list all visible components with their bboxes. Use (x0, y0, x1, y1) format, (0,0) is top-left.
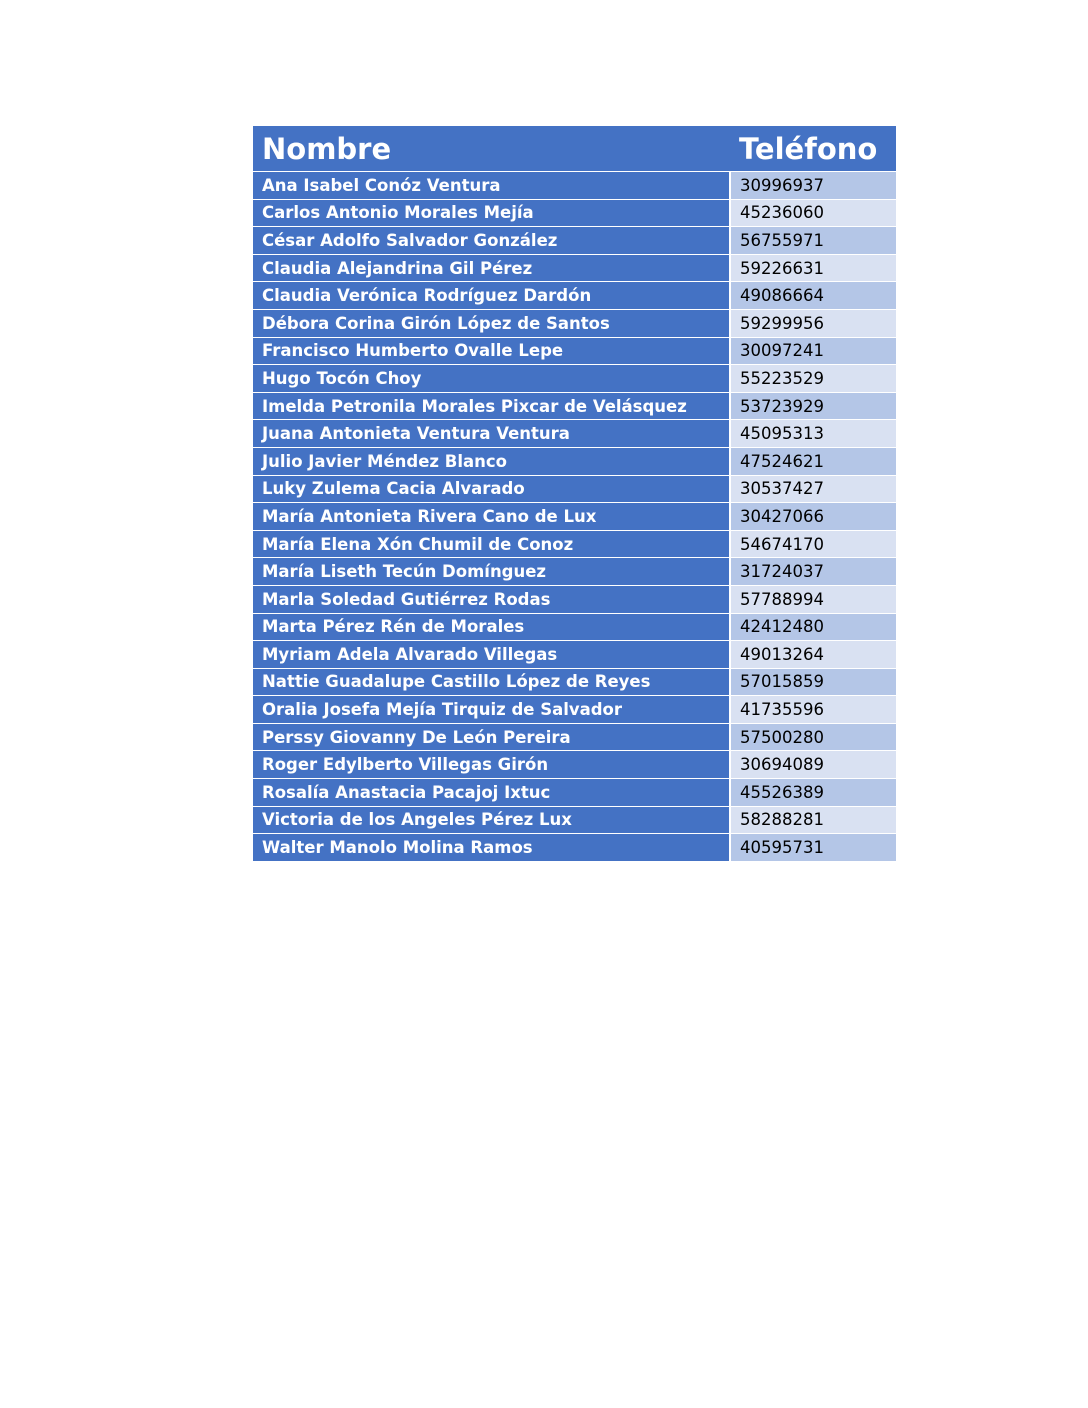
name-cell: Marla Soledad Gutiérrez Rodas (253, 585, 730, 613)
phone-cell: 40595731 (730, 834, 896, 862)
table-row (253, 337, 896, 365)
table-row (253, 613, 896, 641)
phone-cell: 30996937 (730, 172, 896, 200)
table-row (253, 641, 896, 669)
name-cell: Débora Corina Girón López de Santos (253, 309, 730, 337)
phone-cell: 42412480 (730, 613, 896, 641)
name-cell: Hugo Tocón Choy (253, 365, 730, 393)
table-row (253, 309, 896, 337)
phone-cell: 54674170 (730, 530, 896, 558)
name-cell: Marta Pérez Rén de Morales (253, 613, 730, 641)
phone-cell: 49086664 (730, 282, 896, 310)
name-cell: María Elena Xón Chumil de Conoz (253, 530, 730, 558)
phone-cell: 45526389 (730, 779, 896, 807)
name-cell: Imelda Petronila Morales Pixcar de Velásquez (253, 392, 730, 420)
phone-cell: 57500280 (730, 723, 896, 751)
table-row (253, 834, 896, 862)
table-row (253, 585, 896, 613)
phone-cell: 58288281 (730, 806, 896, 834)
phone-cell: 59226631 (730, 254, 896, 282)
name-cell: Perssy Giovanny De León Pereira (253, 723, 730, 751)
phone-cell: 57015859 (730, 668, 896, 696)
name-cell: Walter Manolo Molina Ramos (253, 834, 730, 862)
name-cell: Claudia Alejandrina Gil Pérez (253, 254, 730, 282)
name-cell: Luky Zulema Cacia Alvarado (253, 475, 730, 503)
table-row (253, 392, 896, 420)
phone-cell: 45095313 (730, 420, 896, 448)
name-cell: Carlos Antonio Morales Mejía (253, 199, 730, 227)
name-column-header: Nombre (253, 126, 730, 172)
table-row (253, 503, 896, 531)
table-row (253, 696, 896, 724)
phone-cell: 59299956 (730, 309, 896, 337)
name-cell: Oralia Josefa Mejía Tirquiz de Salvador (253, 696, 730, 724)
phone-cell: 57788994 (730, 585, 896, 613)
table-row (253, 420, 896, 448)
phone-cell: 30427066 (730, 503, 896, 531)
table-header (253, 126, 896, 172)
table-row (253, 282, 896, 310)
table-row (253, 751, 896, 779)
phone-cell: 31724037 (730, 558, 896, 586)
phone-cell: 30097241 (730, 337, 896, 365)
phone-cell: 41735596 (730, 696, 896, 724)
name-cell: Myriam Adela Alvarado Villegas (253, 641, 730, 669)
table-row (253, 806, 896, 834)
table-row (253, 447, 896, 475)
name-cell: César Adolfo Salvador González (253, 227, 730, 255)
table-row (253, 475, 896, 503)
table-row (253, 723, 896, 751)
table-row (253, 530, 896, 558)
phone-cell: 53723929 (730, 392, 896, 420)
table-body (253, 172, 896, 862)
name-cell: María Antonieta Rivera Cano de Lux (253, 503, 730, 531)
table-row (253, 227, 896, 255)
table-row (253, 668, 896, 696)
phone-cell: 49013264 (730, 641, 896, 669)
phone-cell: 55223529 (730, 365, 896, 393)
table-row (253, 779, 896, 807)
phone-cell: 56755971 (730, 227, 896, 255)
table-row (253, 254, 896, 282)
name-cell: Rosalía Anastacia Pacajoj Ixtuc (253, 779, 730, 807)
phone-cell: 45236060 (730, 199, 896, 227)
table-row (253, 172, 896, 200)
table-row (253, 558, 896, 586)
name-cell: Francisco Humberto Ovalle Lepe (253, 337, 730, 365)
phone-cell: 47524621 (730, 447, 896, 475)
name-cell: Claudia Verónica Rodríguez Dardón (253, 282, 730, 310)
name-cell: Julio Javier Méndez Blanco (253, 447, 730, 475)
name-cell: Victoria de los Angeles Pérez Lux (253, 806, 730, 834)
phone-column-header: Teléfono (730, 126, 896, 172)
name-cell: Nattie Guadalupe Castillo López de Reyes (253, 668, 730, 696)
name-cell: Ana Isabel Conóz Ventura (253, 172, 730, 200)
name-cell: Roger Edylberto Villegas Girón (253, 751, 730, 779)
phone-cell: 30694089 (730, 751, 896, 779)
name-cell: Juana Antonieta Ventura Ventura (253, 420, 730, 448)
table-row (253, 365, 896, 393)
header-row (253, 126, 896, 172)
phone-cell: 30537427 (730, 475, 896, 503)
table-row (253, 199, 896, 227)
contact-table (253, 126, 896, 861)
name-cell: María Liseth Tecún Domínguez (253, 558, 730, 586)
